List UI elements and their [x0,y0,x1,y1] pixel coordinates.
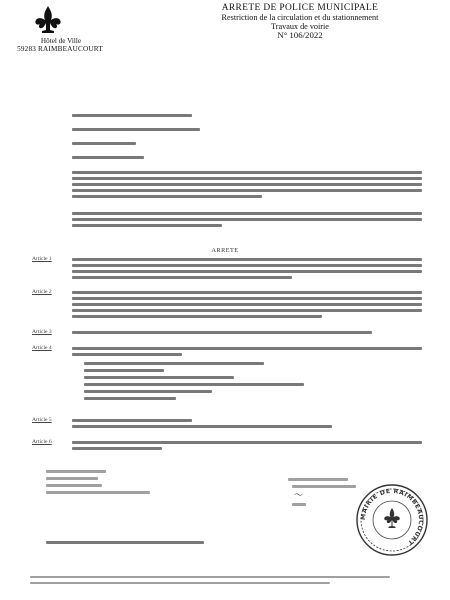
article-5-label: Article 5 [32,417,52,423]
arrete-heading: ARRETE [211,247,239,254]
preamble-paragraph-line [72,171,422,174]
article-2-line [72,297,422,300]
city-logo-icon [28,4,68,38]
city-postal-label: 59283 RAIMBEAUCOURT [17,45,103,53]
document-number: N° 106/2022 [277,30,323,40]
article-3-line [72,331,372,334]
footer-line [30,576,390,578]
article-2-line [72,309,422,312]
article-4-list-line [84,376,234,379]
article-1-line [72,258,422,261]
preamble-paragraph-line [72,177,422,180]
article-2-label: Article 2 [32,289,52,295]
article-6-label: Article 6 [32,439,52,445]
article-3-label: Article 3 [32,329,52,335]
article-4-list-line [84,390,212,393]
article-5-line [72,425,332,428]
article-6-line [72,447,162,450]
document-subject: Travaux de voirie [271,22,329,31]
article-1-line [72,270,422,273]
signature-name-line [292,503,306,506]
preamble-paragraph-line [72,212,422,215]
article-2-line [72,315,322,318]
footer-line [30,582,330,584]
notification-line [46,477,98,480]
article-1-line [72,264,422,267]
article-4-line [72,353,182,356]
article-1-label: Article 1 [32,256,52,262]
preamble-paragraph-line [72,224,222,227]
article-1-line [72,276,292,279]
article-4-list-line [84,362,264,365]
preamble-line [72,114,192,117]
article-2-line [72,303,422,306]
preamble-paragraph-line [72,183,422,186]
article-4-list-line [84,397,176,400]
preamble-line [72,142,136,145]
svg-text:MAIRIE DE RAIMBEAUCOURT: MAIRIE DE RAIMBEAUCOURT [359,487,425,547]
notification-line [46,484,102,487]
preamble-paragraph-line [72,195,262,198]
article-4-line [72,347,422,350]
signature-date-line [292,485,356,488]
article-2-line [72,291,422,294]
article-4-list-line [84,369,164,372]
notification-line [46,470,106,473]
article-4-list-line [84,383,304,386]
document-subtitle: Restriction de la circulation et du stationnement [221,13,379,22]
publication-line [46,541,204,544]
city-hall-label: Hôtel de Ville [40,37,82,45]
notification-line [46,491,150,494]
preamble-line [72,128,200,131]
preamble-paragraph-line [72,218,422,221]
preamble-paragraph-line [72,189,422,192]
article-4-label: Article 4 [32,345,52,351]
preamble-line [72,156,144,159]
signature-place-line [288,478,348,481]
document-title: ARRETE DE POLICE MUNICIPALE [221,3,379,13]
article-5-line [72,419,192,422]
article-6-line [72,441,422,444]
municipal-stamp-icon [354,482,430,563]
signature-mark: 〜 [294,490,304,500]
